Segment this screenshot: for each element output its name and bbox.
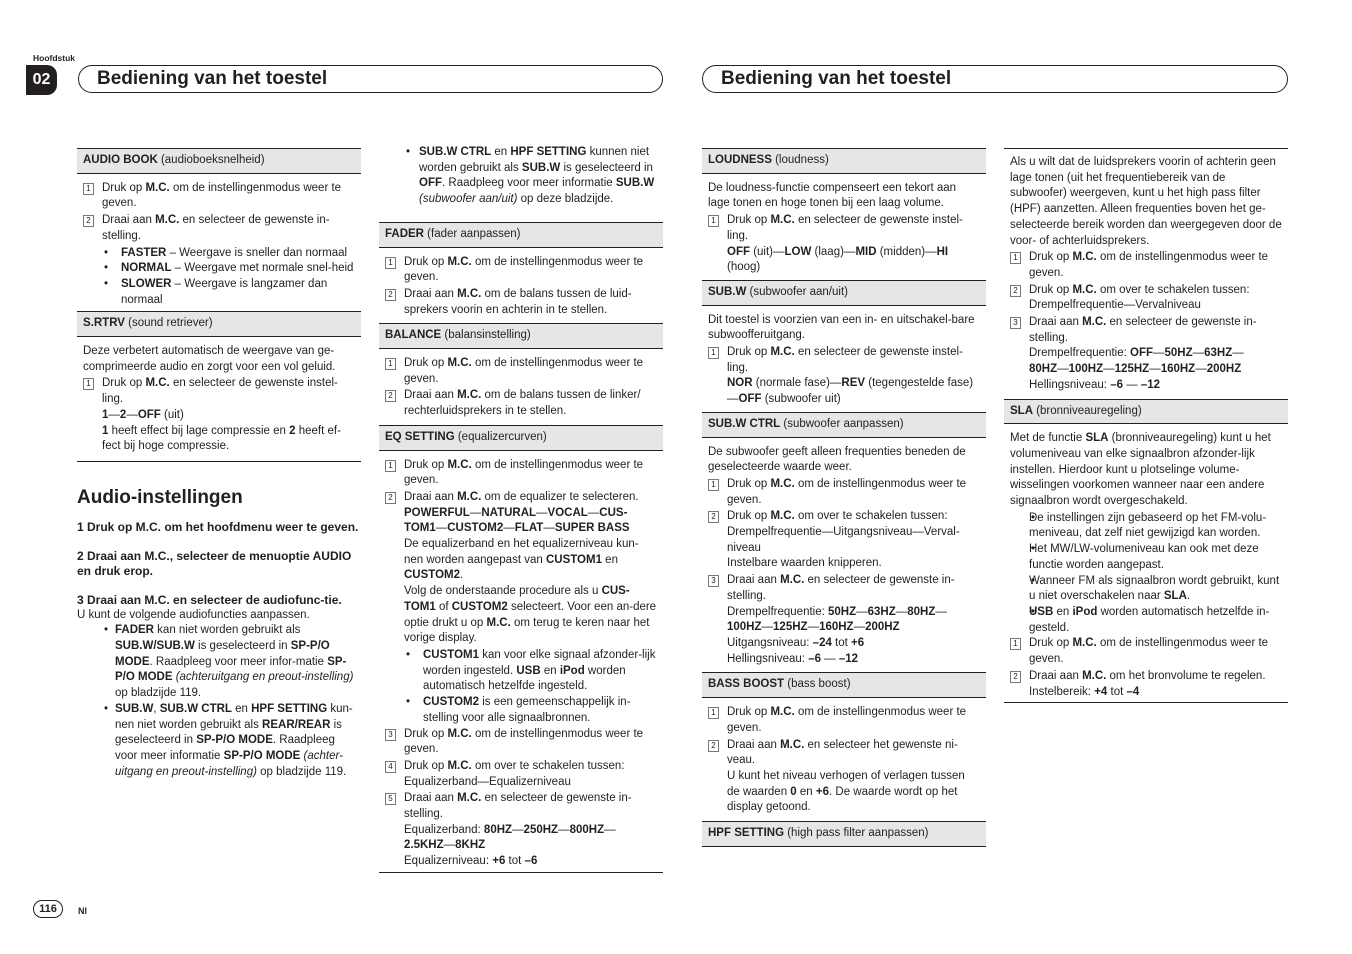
paragraph: Met de functie SLA (bronniveauregeling) kunt u het volumeniveau van elke signaalbron afzonder-lijk instellen. Hierdoor kunt u plotselinge volume-wisselingen voorkomen wanneer naar een andere signaalbron wordt overgeschakeld. bbox=[1010, 432, 1271, 508]
section-head-hpf-setting: HPF SETTING (high pass filter aanpassen) bbox=[702, 821, 986, 847]
section-head-srtrv: S.RTRV (sound retriever) bbox=[77, 311, 361, 337]
step-1: 1 Druk op M.C. en selecteer de gewenste instel-ling. 1—2—OFF (uit) 1 heeft effect bij lage compressie en 2 heeft ef-fect bij hoge compressie. bbox=[77, 376, 361, 455]
paragraph: Deze verbetert automatisch de weergave van ge-comprimeerde audio en zorgt voor een vol geluid. bbox=[83, 345, 336, 373]
section-head-subw: SUB.W (subwoofer aan/uit) bbox=[702, 280, 986, 306]
page-number: 116 bbox=[33, 900, 63, 918]
chapter-label: Hoofdstuk bbox=[33, 53, 76, 63]
step-3: 3 Draai aan M.C. en selecteer de gewenste in-stelling. Drempelfrequentie: OFF—50HZ—63HZ— 80HZ—100HZ—125HZ—160HZ—200HZ Hellingsniveau: –6 — –12 bbox=[1004, 315, 1288, 394]
column-4 bbox=[1004, 148, 1288, 703]
column-1 bbox=[77, 148, 361, 780]
bullet-sla-1: • De instellingen zijn gebaseerd op het FM-volu-meniveau, dat zelf niet gewijzigd kan worden. bbox=[1004, 511, 1288, 542]
page-title-right: Bediening van het toestel bbox=[702, 65, 1288, 93]
section-title-audio: Audio-instellingen bbox=[77, 486, 243, 508]
bullet-sla-4: • USB en iPod worden automatisch hetzelfde in-gesteld. bbox=[1004, 605, 1288, 636]
bullet-subw-ctrl-note: • SUB.W CTRL en HPF SETTING kunnen niet worden gebruikt als SUB.W is geselecteerd in OFF. Raadpleeg voor meer informatie SUB.W (subwoofer aan/uit) op deze bladzijde. bbox=[379, 145, 663, 208]
column-2 bbox=[379, 145, 663, 873]
section-head-eq-setting: EQ SETTING (equalizercurven) bbox=[379, 425, 663, 451]
bullet-subw-note: • SUB.W, SUB.W CTRL en HPF SETTING kun-nen niet worden gebruikt als REAR/REAR is geselecteerd in SP-P/O MODE. Raadpleeg voor meer informatie SP-P/O MODE (achter-uitgang en preout-instelling) op bladzijde 119. bbox=[77, 702, 361, 781]
bullet-custom1: • CUSTOM1 kan voor elke signaal afzonder-lijk worden ingesteld. USB en iPod worden automatisch hetzelfde ingesteld. bbox=[379, 648, 663, 695]
paragraph: De subwoofer geeft alleen frequenties beneden de geselecteerde waarde weer. bbox=[708, 445, 966, 474]
step-4: 4 Druk op M.C. om over te schakelen tussen: Equalizerband—Equalizerniveau bbox=[379, 759, 663, 790]
paragraph: Als u wilt dat de luidsprekers voorin of achterin geen lage tonen (uit het frequentiebereik van de subwoofer) weergeven, kunt u het high pass filter (HPF) aanzetten. Alleen frequenties boven het ge-selecteerde bereik worden dan weergegeven door de voor- of achterluidsprekers. bbox=[1004, 148, 1288, 249]
chapter-number-tab: 02 bbox=[26, 65, 57, 95]
bullet-fader-note: • FADER kan niet worden gebruikt als SUB.W/SUB.W is geselecteerd in SP-P/O MODE. Raadpleeg voor meer infor-matie SP-P/O MODE (achteruitgang en preout-instelling) op bladzijde 119. bbox=[77, 623, 361, 702]
paragraph: Dit toestel is voorzien van een in- en uitschakel-bare subwoofferuitgang. bbox=[708, 313, 975, 342]
language-code: Nl bbox=[78, 906, 87, 916]
page-title-left: Bediening van het toestel bbox=[78, 65, 663, 93]
instruction-step-3: 3 Draai aan M.C. en selecteer de audiofunc-tie. bbox=[77, 592, 342, 607]
step-2: 2 Draai aan M.C. om het bronvolume te regelen. Instelbereik: +4 tot –4 bbox=[1004, 669, 1288, 700]
step-2: 2 Draai aan M.C. om de balans tussen de linker/ rechterluidsprekers in te stellen. bbox=[379, 388, 663, 419]
section-head-fader: FADER (fader aanpassen) bbox=[379, 222, 663, 248]
step-2: 2 Draai aan M.C. om de equalizer te selecteren. POWERFUL—NATURAL—VOCAL—CUS-TOM1—CUSTOM2—FLAT—SUPER BASS De equalizerband en het equalizerniveau kun-nen worden aangepast van CUSTOM1 en CUSTOM2. Volg de onderstaande procedure als u CUS-TOM1 of CUSTOM2 selecteert. Voor een an-dere optie drukt u op M.C. om terug te keren naar het vorige display. bbox=[379, 490, 663, 647]
instruction-step-2: 2 Draai aan M.C., selecteer de menuoptie AUDIO en druk erop. bbox=[77, 548, 352, 578]
step-1: 1 Druk op M.C. om de instellingenmodus weer te geven. bbox=[379, 356, 663, 387]
step-1: 1 Druk op M.C. om de instellingenmodus weer te geven. bbox=[702, 705, 986, 736]
step-1: 1 Druk op M.C. om de instellingenmodus weer te geven. bbox=[1004, 250, 1288, 281]
step-1: 1 Druk op M.C. om de instellingenmodus weer te geven. bbox=[702, 477, 986, 508]
bullet-slower: • SLOWER – Weergave is langzamer dan normaal bbox=[77, 277, 361, 308]
section-head-loudness: LOUDNESS (loudness) bbox=[702, 148, 986, 174]
step-2: 2 Draai aan M.C. om de balans tussen de luid-sprekers voorin en achterin in te stellen. bbox=[379, 287, 663, 318]
step-1: 1 Druk op M.C. om de instellingenmodus weer te geven. bbox=[77, 181, 361, 212]
bullet-sla-3: • Wanneer FM als signaalbron wordt gebruikt, kunt u niet overschakelen naar SLA. bbox=[1004, 574, 1288, 605]
bullet-custom2: • CUSTOM2 is een gemeenschappelijk in-stelling voor alle signaalbronnen. bbox=[379, 695, 663, 726]
step-1: 1 Druk op M.C. om de instellingenmodus weer te geven. bbox=[1004, 636, 1288, 667]
paragraph: U kunt de volgende audiofuncties aanpassen. bbox=[77, 608, 310, 621]
step-2: 2 Druk op M.C. om over te schakelen tussen: Drempelfrequentie—Vervalniveau bbox=[1004, 283, 1288, 314]
step-2: 2 Druk op M.C. om over te schakelen tussen: Drempelfrequentie—Uitgangsniveau—Verval-niveau Instelbare waarden knipperen. bbox=[702, 509, 986, 572]
step-1: 1 Druk op M.C. en selecteer de gewenste instel-ling. NOR (normale fase)—REV (tegengestelde fase)—OFF (subwoofer uit) bbox=[702, 345, 986, 408]
section-head-subw-ctrl: SUB.W CTRL (subwoofer aanpassen) bbox=[702, 412, 986, 438]
step-1: 1 Druk op M.C. en selecteer de gewenste instel-ling. OFF (uit)—LOW (laag)—MID (midden)—HI (hoog) bbox=[702, 213, 986, 276]
step-1: 1 Druk op M.C. om de instellingenmodus weer te geven. bbox=[379, 458, 663, 489]
paragraph: De loudness-functie compenseert een tekort aan lage tonen en hoge tonen bij een laag volume. bbox=[708, 181, 957, 210]
bullet-normal: • NORMAL – Weergave met normale snel-heid bbox=[77, 261, 361, 277]
step-3: 3 Druk op M.C. om de instellingenmodus weer te geven. bbox=[379, 727, 663, 758]
bullet-faster: • FASTER – Weergave is sneller dan normaal bbox=[77, 246, 361, 262]
section-head-sla: SLA (bronniveauregeling) bbox=[1004, 399, 1288, 425]
bullet-sla-2: • Het MW/LW-volumeniveau kan ook met deze functie worden aangepast. bbox=[1004, 542, 1288, 573]
section-head-bass-boost: BASS BOOST (bass boost) bbox=[702, 672, 986, 698]
step-3: 3 Draai aan M.C. en selecteer de gewenste in-stelling. Drempelfrequentie: 50HZ—63HZ—80HZ— 100HZ—125HZ—160HZ—200HZ Uitgangsniveau: –24 tot +6 Hellingsniveau: –6 — –12 bbox=[702, 573, 986, 667]
instruction-step-1: 1 Druk op M.C. om het hoofdmenu weer te geven. bbox=[77, 519, 359, 534]
step-2: 2 Draai aan M.C. en selecteer de gewenste in-stelling. bbox=[77, 213, 361, 244]
step-5: 5 Draai aan M.C. en selecteer de gewenste in-stelling. Equalizerband: 80HZ—250HZ—800HZ— 2.5KHZ—8KHZ Equalizerniveau: +6 tot –6 bbox=[379, 791, 663, 870]
step-2: 2 Draai aan M.C. en selecteer het gewenste ni-veau. U kunt het niveau verhogen of verlagen tussen de waarden 0 en +6. De waarde wordt op het display getoond. bbox=[702, 738, 986, 817]
step-1: 1 Druk op M.C. om de instellingenmodus weer te geven. bbox=[379, 255, 663, 286]
column-3 bbox=[702, 148, 986, 854]
section-head-audio-book: AUDIO BOOK (audioboeksnelheid) bbox=[77, 148, 361, 174]
section-head-balance: BALANCE (balansinstelling) bbox=[379, 323, 663, 349]
